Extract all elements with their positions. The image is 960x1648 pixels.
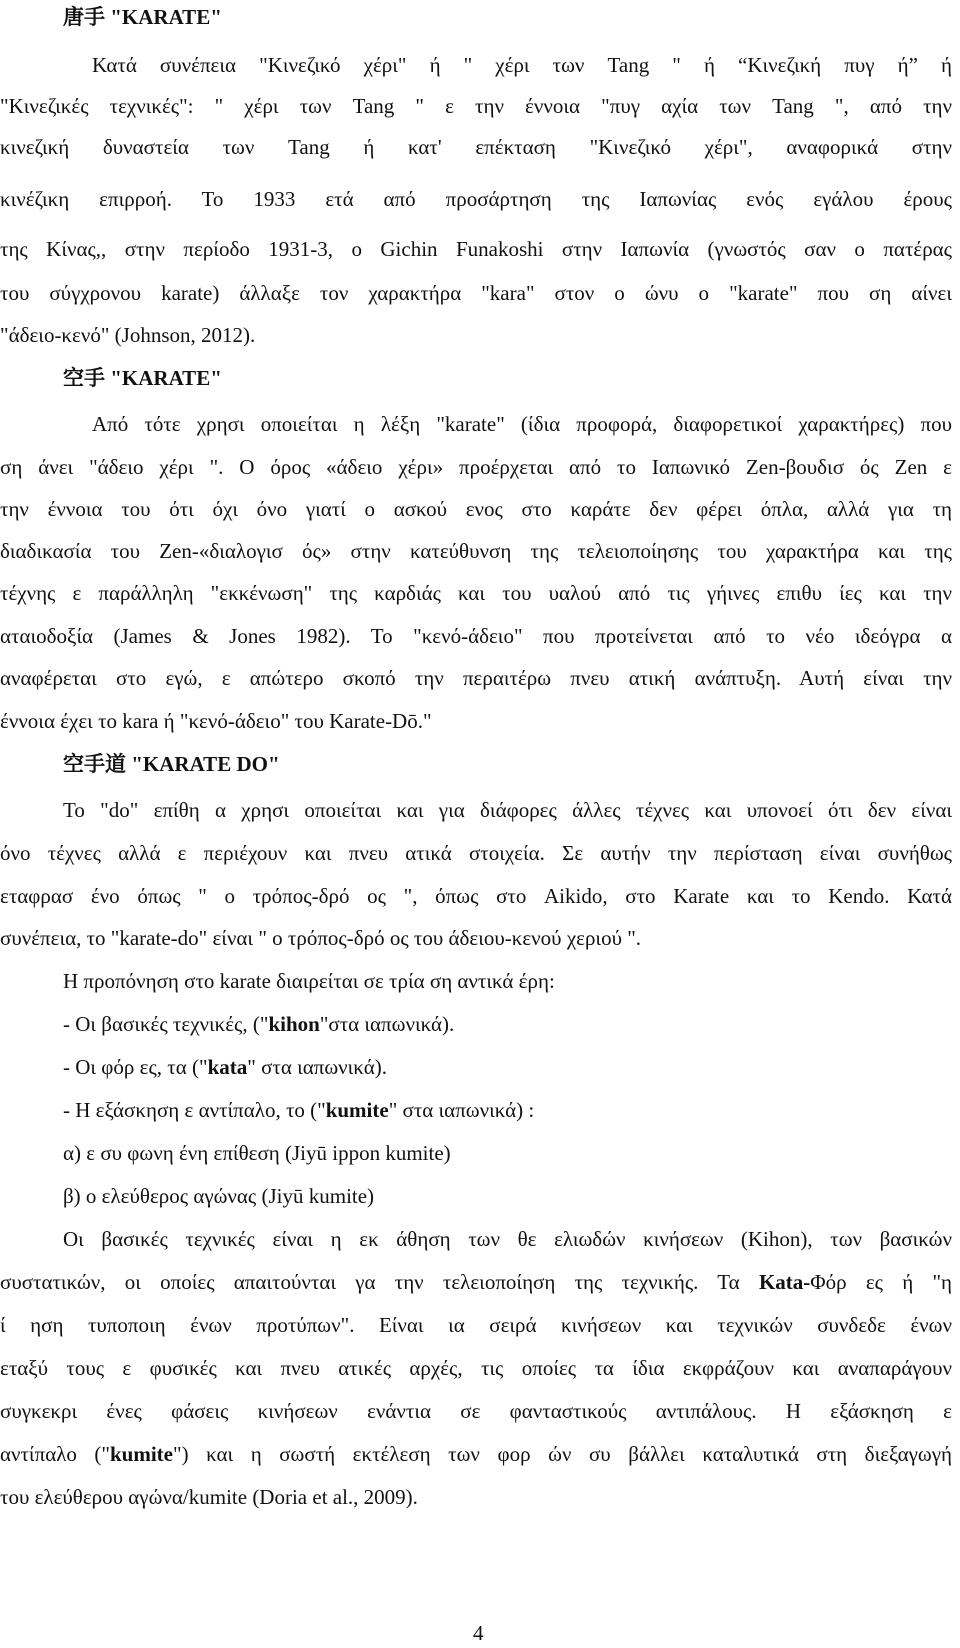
sub-item-b: β) ο ελεύθερος αγώνας (Jiyū kumite) xyxy=(63,1184,375,1208)
paragraph-line: συστατικών, οι οποίες απαιτούνται γα την τελειοποίηση της τεχνικής. Τα Kata-Φόρ ες ή "η xyxy=(0,1270,952,1294)
paragraph-line: συνέπεια, το "karate-do" είναι " ο τρόπος-δρό ος του άδειου-κενού χεριού ". xyxy=(0,926,642,950)
paragraph-line: εταξύ τους ε φυσικές και πνευ ατικές αρχές, τις οποίες τα ίδια εκφράζουν και αναπαράγουν xyxy=(0,1356,952,1380)
list-item-kumite: - Η εξάσκηση ε αντίπαλο, το ("kumite" στα ιαπωνικά) : xyxy=(63,1098,535,1122)
term-kata-forms: Kata- xyxy=(758,1270,811,1294)
paragraph-line: Το "do" επίθη α χρησι οποιείται και για διάφορες άλλες τέχνες και υπονοεί ότι δεν είναι xyxy=(63,798,952,822)
paragraph-line: διαδικασία του Zen-«διαλογισ ός» στην κατεύθυνση της τελειοποίησης του χαρακτήρα και της xyxy=(0,539,952,563)
list-item-kihon: - Οι βασικές τεχνικές, ("kihon"στα ιαπωνικά). xyxy=(63,1012,455,1036)
paragraph-line: "Κινεζικές τεχνικές": " χέρι των Tang " ε την έννοια "πυγ αχία των Tang ", από την xyxy=(0,94,952,118)
paragraph-line: κινεζική δυναστεία των Tang ή κατ' επέκταση "Κινεζικό χέρι", αναφορικά στην xyxy=(0,135,952,159)
paragraph-line: τέχνης ε παράλληλη "εκκένωση" της καρδιάς και του υαλού από τις γήινες επιθυ ίες και την xyxy=(0,581,952,605)
paragraph-line: συγκεκρι ένες φάσεις κινήσεων ενάντια σε φανταστικούς αντιπάλους. Η εξάσκηση ε xyxy=(0,1399,952,1423)
sub-item-a: α) ε συ φωνη ένη επίθεση (Jiyū ippon kumite) xyxy=(63,1141,451,1165)
paragraph-line: του σύγχρονου karate) άλλαξε τον χαρακτήρα "kara" στον ο ώνυ ο "karate" που ση αίνει xyxy=(0,281,952,305)
paragraph-line: έννοια έχει το kara ή "κενό-άδειο" του Karate-Dō." xyxy=(0,709,432,733)
paragraph-line: Από τότε χρησι οποιείται η λέξη "karate" (ίδια προφορά, διαφορετικοί χαρακτήρες) που xyxy=(92,412,952,436)
section-heading-karate-empty: 空手 "KARATE" xyxy=(63,366,222,390)
paragraph-line: ση άνει "άδειο χέρι ". Ο όρος «άδειο χέρι» προέρχεται από το Ιαπωνικό Zen-βουδισ ός Zen ε xyxy=(0,455,952,479)
paragraph-line: της Κίνας,, στην περίοδο 1931-3, ο Gichin Funakoshi στην Ιαπωνία (γνωστός σαν ο πατέρας xyxy=(0,237,952,261)
term-kihon: kihon xyxy=(268,1012,320,1036)
section-heading-karate-tang: 唐手 "KARATE" xyxy=(63,5,222,29)
paragraph-line: ί ηση τυποποιη ένων προτύπων". Είναι ια σειρά κινήσεων και τεχνικών συνδεδε ένων xyxy=(0,1313,952,1337)
paragraph-line: κινέζικη επιρροή. Το 1933 ετά από προσάρτηση της Ιαπωνίας ενός εγάλου έρους xyxy=(0,187,952,211)
training-intro: Η προπόνηση στο karate διαιρείται σε τρία ση αντικά έρη: xyxy=(63,969,555,993)
term-kumite: kumite xyxy=(325,1098,389,1122)
paragraph-line: αντίπαλο ("kumite") και η σωστή εκτέλεση των φορ ών συ βάλλει καταλυτικά στη διεξαγωγή xyxy=(0,1442,952,1466)
paragraph-line: αναφέρεται στο εγώ, ε απώτερο σκοπό την περαιτέρω πνευ ατική ανάπτυξη. Αυτή είναι την xyxy=(0,666,952,690)
page-number: 4 xyxy=(473,1621,484,1645)
paragraph-line: Οι βασικές τεχνικές είναι η εκ άθηση των θε ελιωδών κινήσεων (Kihon), των βασικών xyxy=(63,1227,952,1251)
paragraph-line: όνο τέχνες αλλά ε περιέχουν και πνευ ατικά στοιχεία. Σε αυτήν την περίσταση είναι συνήθως xyxy=(0,841,952,865)
paragraph-line: την έννοια του ότι όχι όνο γιατί ο ασκού ενος στο καράτε δεν φέρει όπλα, αλλά για τη xyxy=(0,497,952,521)
paragraph-line: του ελεύθερου αγώνα/kumite (Doria et al., 2009). xyxy=(0,1485,418,1509)
term-kata: kata xyxy=(207,1055,248,1079)
paragraph-line: εταφρασ ένο όπως " ο τρόπος-δρό ος ", όπως στο Aikido, στο Karate και το Kendo. Κατά xyxy=(0,884,952,908)
paragraph-line: αταιοδοξία (James & Jones 1982). Το "κενό-άδειο" που προτείνεται από το νέο ιδεόγρα α xyxy=(0,624,952,648)
section-heading-karate-do: 空手道 "KARATE DO" xyxy=(63,752,280,776)
list-item-kata: - Οι φόρ ες, τα ("kata" στα ιαπωνικά). xyxy=(63,1055,387,1079)
paragraph-line: Κατά συνέπεια "Κινεζικό χέρι" ή " χέρι των Tang " ή “Κινεζική πυγ ή” ή xyxy=(92,53,952,77)
paragraph-line: "άδειο-κενό" (Johnson, 2012). xyxy=(0,323,256,347)
term-kumite-inline: kumite xyxy=(110,1442,173,1466)
